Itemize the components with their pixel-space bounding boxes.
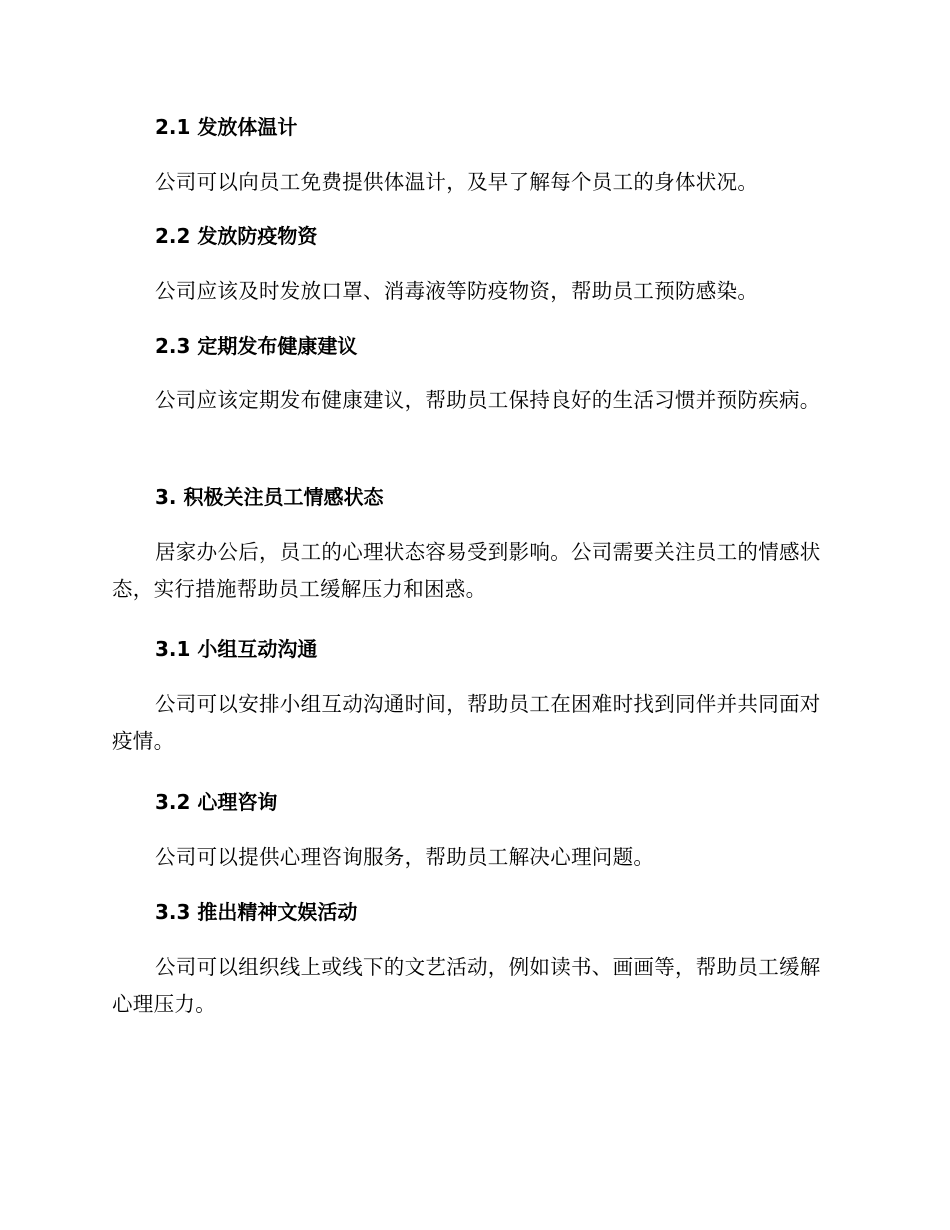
section-body-3-2: 公司可以提供心理咨询服务，帮助员工解决心理问题。	[155, 845, 655, 869]
section-body-2-2: 公司应该及时发放口罩、消毒液等防疫物资，帮助员工预防感染。	[155, 279, 759, 303]
section-heading-2-1: 2.1 发放体温计	[155, 115, 298, 139]
section-body-3-3: 公司可以组织线上或线下的文艺活动，例如读书、画画等，帮助员工缓解心理压力。	[112, 955, 821, 1016]
section-body-3-1: 公司可以安排小组互动沟通时间，帮助员工在困难时找到同伴并共同面对疫情。	[112, 692, 821, 753]
section-body-2-1: 公司可以向员工免费提供体温计，及早了解每个员工的身体状况。	[155, 170, 759, 194]
section-heading-3: 3. 积极关注员工情感状态	[155, 485, 384, 509]
section-heading-2-3: 2.3 定期发布健康建议	[155, 334, 358, 358]
section-body-2-3: 公司应该定期发布健康建议，帮助员工保持良好的生活习惯并预防疾病。	[155, 388, 821, 412]
section-heading-2-2: 2.2 发放防疫物资	[155, 224, 318, 248]
section-heading-3-1: 3.1 小组互动沟通	[155, 637, 318, 661]
section-body-3: 居家办公后，员工的心理状态容易受到影响。公司需要关注员工的情感状态，实行措施帮助员工缓解压力和困惑。	[112, 540, 821, 601]
section-heading-3-2: 3.2 心理咨询	[155, 790, 278, 814]
section-heading-3-3: 3.3 推出精神文娱活动	[155, 900, 358, 924]
